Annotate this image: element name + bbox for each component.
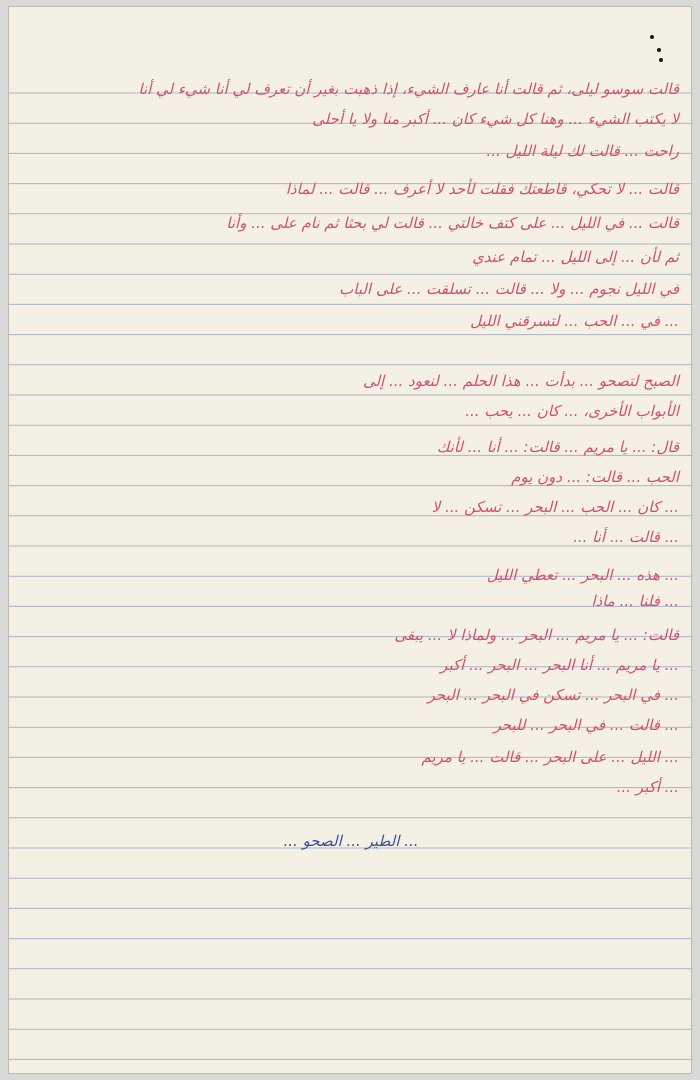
text-line: ... يا مريم ... أنا البحر ... البحر ... أكبر — [440, 656, 679, 674]
text-line: قالت سوسو ليلى، ثم قالت أنا عارف الشيء، إذا ذهبت بغير أن تعرف لي أنا شيء لي أنا — [138, 80, 679, 98]
text-line: ... في ... الحب ... لتسرقني الليل — [470, 312, 679, 330]
text-line: راحت ... قالت لك ليلة الليل ... — [486, 142, 679, 160]
text-line: قالت ... لا تحكي، قاطعتك فقلت لأحد لا أعرف ... قالت ... لماذا — [285, 180, 679, 198]
text-line: قالت: ... يا مريم ... البحر ... ولماذا لا ... يبقى — [394, 626, 679, 644]
text-line: ... هذه ... البحر ... تعطي الليل — [486, 566, 679, 584]
text-line: الصبح لتصحو ... بدأت ... هذا الحلم ... لنعود ... إلى — [362, 372, 679, 390]
binder-hole — [650, 35, 654, 39]
text-line: لا يكتب الشيء ... وهنا كل شيء كان ... أكبر منا ولا يا أحلى — [312, 110, 679, 128]
text-line: ثم لأن ... إلى الليل ... تمام عندي — [472, 248, 679, 266]
text-line: ... أكبر ... — [616, 778, 679, 796]
text-line: ... الليل ... على البحر ... قالت ... يا مريم — [421, 748, 679, 766]
text-line: قال: ... يا مريم ... قالت: ... أنا ... لأنك — [437, 438, 679, 456]
text-line: قالت ... في الليل ... على كتف خالتي ... قالت لي بحثا ثم نام على ... وأنا — [226, 214, 679, 232]
signature: ... الطير ... الصحو ... — [283, 832, 419, 850]
text-line: في الليل نجوم ... ولا ... قالت ... تسلقت ... على الباب — [339, 280, 679, 298]
text-line: ... فلنا ... ماذا — [591, 592, 679, 610]
text-line: الحب ... قالت: ... دون يوم — [511, 468, 679, 486]
binder-hole — [657, 48, 661, 52]
text-line: ... قالت ... في البحر ... للبحر — [493, 716, 679, 734]
notebook-page — [8, 6, 692, 1074]
text-line: ... في البحر ... تسكن في البحر ... البحر — [427, 686, 679, 704]
text-line: ... قالت ... أنا ... — [573, 528, 679, 546]
text-line: الأبواب الأخرى، ... كان ... يحب ... — [465, 402, 679, 420]
text-line: ... كان ... الحب ... البحر ... تسكن ... لا — [431, 498, 679, 516]
binder-hole — [659, 58, 663, 62]
